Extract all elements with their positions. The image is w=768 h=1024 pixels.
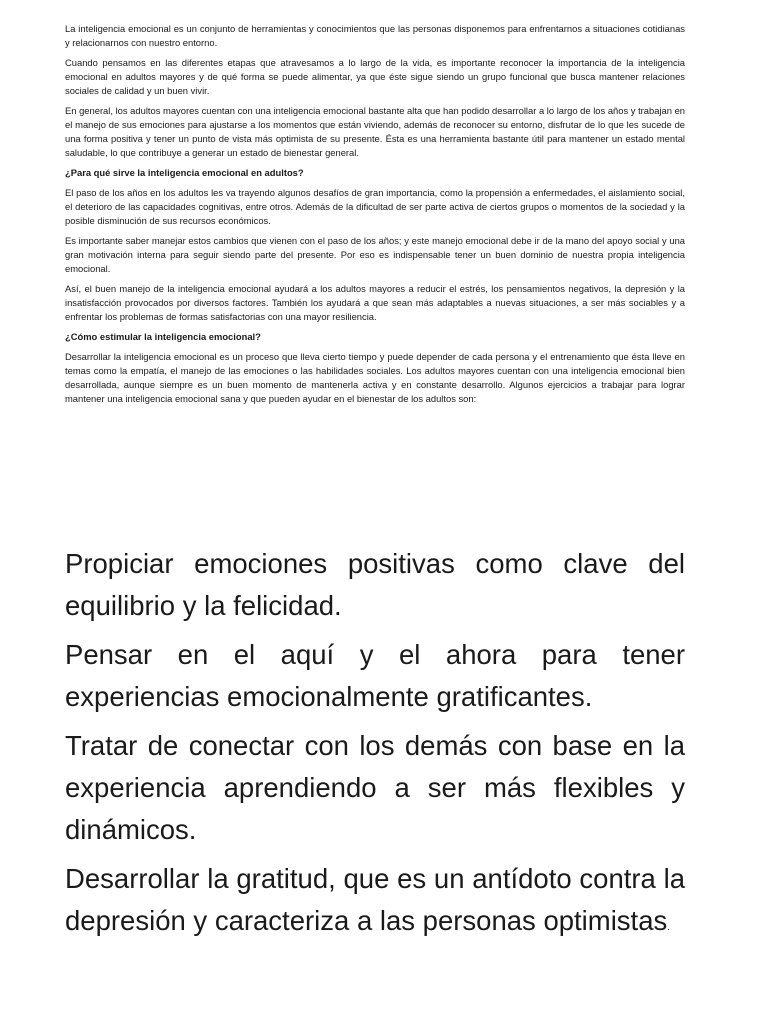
paragraph-stages: Cuando pensamos en las diferentes etapas que atravesamos a lo largo de la vida, es importante reconocer la importancia de la inteligencia emocional en adultos mayores y de qué forma se puede alimentar, ya que éste sigue siendo un grupo funcional que busca mantener relaciones sociales de calidad y un buen vivir. bbox=[65, 57, 685, 96]
paragraph-general: En general, los adultos mayores cuentan con una inteligencia emocional bastante alta que han podido desarrollar a lo largo de los años y trabajan en el manejo de sus emociones para ajustarse a los momentos que están viviendo, además de reconocer su entorno, disfrutar de lo que les sucede de una forma positiva y tener un punto de vista más optimista de su presente. Ésta es una herramienta bastante útil para mantener un estado mental saludable, lo que contribuye a generar un estado de bienestar general. bbox=[65, 105, 685, 158]
paragraph-develop: Desarrollar la inteligencia emocional es un proceso que lleva cierto tiempo y puede depender de cada persona y el entrenamiento que ésta lleve en temas como la empatía, el manejo de las emociones o las habilidades sociales. Los adultos mayores cuentan con una inteligencia emocional bien desarrollada, aunque siempre es un buen momento de mantenerla activa y en constante desarrollo. Algunos ejercicios a trabajar para lograr mantener una inteligencia emocional sana y que pueden ayudar en el bienestar de los adultos son: bbox=[65, 351, 685, 404]
paragraph-changes: Es importante saber manejar estos cambios que vienen con el paso de los años; y este manejo emocional debe ir de la mano del apoyo social y una gran motivación interna para seguir siendo parte del presente. Por eso es indispensable tener un buen dominio de nuestra propia inteligencia emocional. bbox=[65, 235, 685, 274]
exercise-item: Pensar en el aquí y el ahora para tener experiencias emocionalmente gratificantes. bbox=[65, 639, 685, 712]
paragraph-benefits: Así, el buen manejo de la inteligencia emocional ayudará a los adultos mayores a reducir el estrés, los pensamientos negativos, la depresión y la insatisfacción provocados por diversos factores. También los ayudará a que sean más adaptables a nuevas situaciones, a ser más sociables y a enfrentar los problemas de formas satisfactorias con una mayor resiliencia. bbox=[65, 283, 685, 322]
article-body bbox=[65, 22, 685, 412]
exercise-list bbox=[65, 543, 685, 955]
exercise-item: Tratar de conectar con los demás con base en la experiencia aprendiendo a ser más flexibles y dinámicos. bbox=[65, 730, 685, 845]
exercise-item-text: Desarrollar la gratitud, que es un antídoto contra la depresión y caracteriza a las personas optimistas bbox=[65, 863, 685, 936]
paragraph-challenges: El paso de los años en los adultos les va trayendo algunos desafíos de gran importancia, como la propensión a enfermedades, el aislamiento social, el deterioro de las capacidades cognitivas, entre otros. Además de la dificultad de ser parte activa de ciertos grupos o momentos de la sociedad y la posible disminución de sus recursos económicos. bbox=[65, 187, 685, 226]
paragraph-intro: La inteligencia emocional es un conjunto de herramientas y conocimientos que las personas disponemos para enfrentarnos a situaciones cotidianas y relacionarnos con nuestro entorno. bbox=[65, 23, 685, 48]
exercise-item-period: . bbox=[667, 922, 670, 932]
exercise-item bbox=[65, 858, 685, 948]
section-heading-purpose: ¿Para qué sirve la inteligencia emocional en adultos? bbox=[65, 167, 304, 178]
exercise-item: Propiciar emociones positivas como clave del equilibrio y la felicidad. bbox=[65, 548, 685, 621]
section-heading-stimulate: ¿Cómo estimular la inteligencia emocional? bbox=[65, 331, 261, 342]
